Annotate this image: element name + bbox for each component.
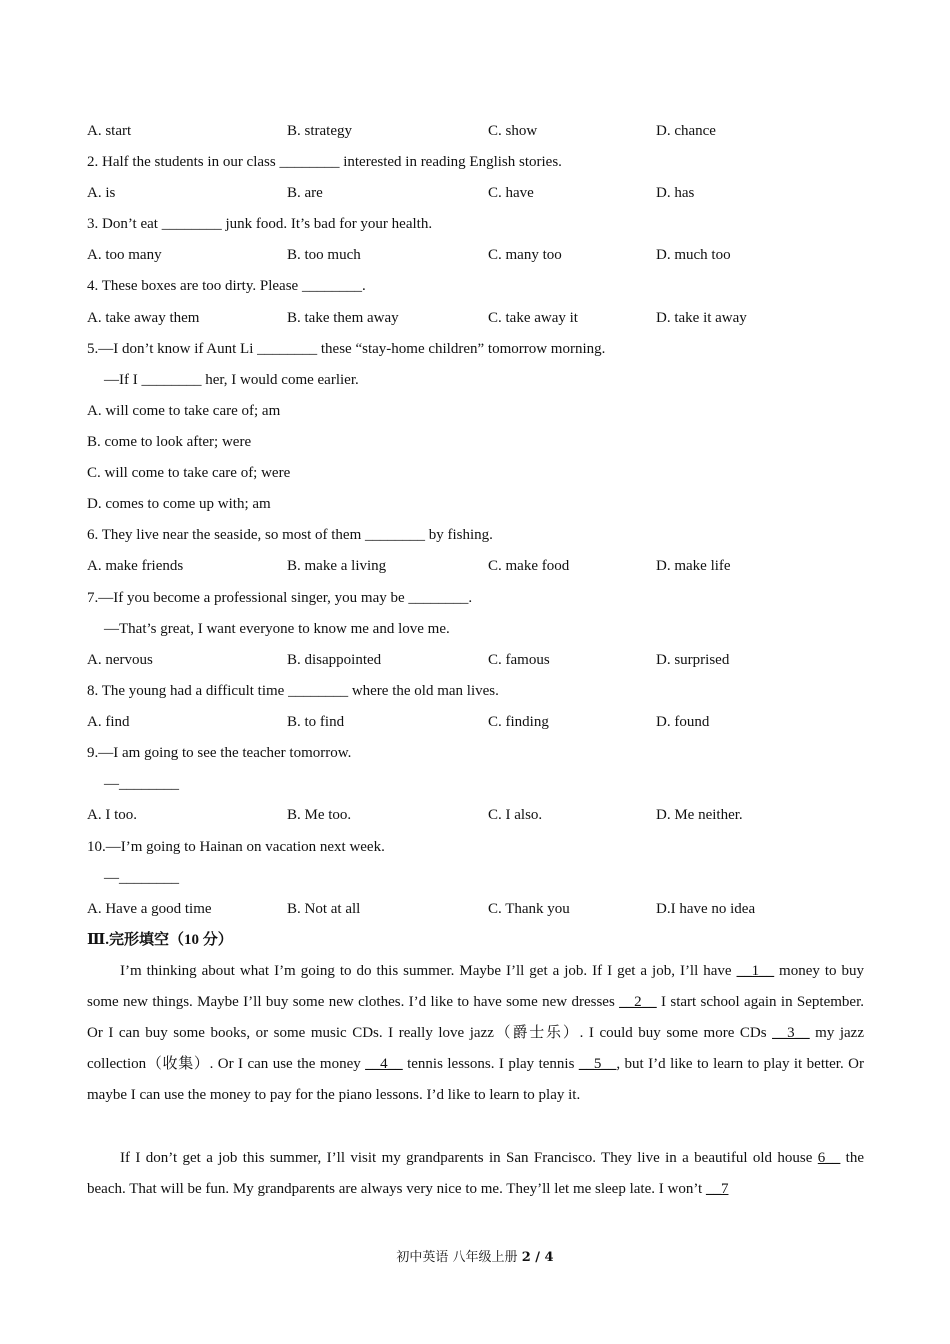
q5-option-a: A. will come to take care of; am xyxy=(87,403,281,419)
q4-options xyxy=(87,308,867,328)
q5-option-b: B. come to look after; were xyxy=(87,434,252,450)
q9-option-a: A. I too. xyxy=(87,807,137,823)
q7-option-c: C. famous xyxy=(488,652,550,668)
q6-option-b: B. make a living xyxy=(287,558,387,574)
q1-options xyxy=(87,121,867,141)
blank-4: __4__ xyxy=(365,1056,403,1072)
q4-option-b: B. take them away xyxy=(287,310,399,326)
q7-options xyxy=(87,650,867,670)
passage-text: , but I’d like to learn to play it better. Or maybe I can use the money to pay for the piano lessons. I’d like to learn to play it. xyxy=(87,1056,864,1103)
blank-1: __1__ xyxy=(736,963,775,979)
q3-option-d: D. much too xyxy=(656,247,731,263)
q10-options xyxy=(87,899,867,919)
q9-stem: 9.—I am going to see the teacher tomorrow. xyxy=(87,745,352,761)
q3-option-b: B. too much xyxy=(287,247,361,263)
q10-option-d: D.I have no idea xyxy=(656,901,756,917)
q3-options xyxy=(87,245,867,265)
q4-option-c: C. take away it xyxy=(488,310,578,326)
q9-reply: —________ xyxy=(104,776,179,792)
q6-stem: 6. They live near the seaside, so most of them ________ by fishing. xyxy=(87,527,493,543)
q10-reply: —________ xyxy=(104,870,179,886)
q9-option-c: C. I also. xyxy=(488,807,543,823)
q7-option-d: D. surprised xyxy=(656,652,730,668)
q5-option-d: D. comes to come up with; am xyxy=(87,496,271,512)
q4-option-a: A. take away them xyxy=(87,310,200,326)
q8-option-c: C. finding xyxy=(488,714,549,730)
q6-option-c: C. make food xyxy=(488,558,570,574)
blank-3: __3__ xyxy=(772,1025,810,1041)
q8-stem: 8. The young had a difficult time ________ where the old man lives. xyxy=(87,683,499,699)
q10-stem: 10.—I’m going to Hainan on vacation next week. xyxy=(87,839,385,855)
q1-option-c: C. show xyxy=(488,123,538,139)
q10-option-c: C. Thank you xyxy=(488,901,570,917)
section-heading: Ⅲ.完形填空（10 分） xyxy=(87,932,233,948)
q3-option-a: A. too many xyxy=(87,247,162,263)
passage-text: tennis lessons. I play tennis xyxy=(402,1056,579,1072)
q10-option-b: B. Not at all xyxy=(287,901,361,917)
footer-subject: 初中英语 八年级上册 xyxy=(396,1250,522,1265)
passage-text: the beach. That will be fun. My grandparents are always very nice to me. They’ll let me sleep late. I won’t xyxy=(87,1150,864,1197)
q1-option-d: D. chance xyxy=(656,123,716,139)
q6-options xyxy=(87,556,867,576)
q9-options xyxy=(87,805,867,825)
q2-options xyxy=(87,183,867,203)
passage-paragraph-1 xyxy=(87,956,864,1111)
passage-text: money to buy some new things. Maybe I’ll buy some new clothes. I’d like to have some new dresses xyxy=(87,963,864,1010)
q2-option-a: A. is xyxy=(87,185,116,201)
q8-option-a: A. find xyxy=(87,714,130,730)
q1-option-a: A. start xyxy=(87,123,132,139)
q4-option-d: D. take it away xyxy=(656,310,747,326)
q5-reply: —If I ________ her, I would come earlier. xyxy=(104,372,359,388)
q7-option-a: A. nervous xyxy=(87,652,153,668)
passage-text: my jazz collection（收集）. Or I can use the money xyxy=(87,1025,864,1072)
q2-option-d: D. has xyxy=(656,185,695,201)
q8-options xyxy=(87,712,867,732)
q4-stem: 4. These boxes are too dirty. Please ________. xyxy=(87,278,366,294)
q3-option-c: C. many too xyxy=(488,247,562,263)
q8-option-d: D. found xyxy=(656,714,710,730)
page-footer xyxy=(0,1246,950,1265)
q7-stem: 7.—If you become a professional singer, you may be ________. xyxy=(87,590,473,606)
passage-text: I start school again in September. Or I can buy some books, or some music CDs. I really love jazz（爵士乐）. I could buy some more CDs xyxy=(87,994,864,1041)
q7-reply: —That’s great, I want everyone to know me and love me. xyxy=(104,621,450,637)
q5-option-c: C. will come to take care of; were xyxy=(87,465,291,481)
q2-option-b: B. are xyxy=(287,185,323,201)
passage-text: I’m thinking about what I’m going to do this summer. Maybe I’ll get a job. If I get a job, I’ll have xyxy=(120,963,737,979)
passage-paragraph-2 xyxy=(87,1143,864,1205)
q8-option-b: B. to find xyxy=(287,714,345,730)
q5-stem: 5.—I don’t know if Aunt Li ________ these “stay-home children” tomorrow morning. xyxy=(87,341,606,357)
q9-option-b: B. Me too. xyxy=(287,807,352,823)
blank-2: __2__ xyxy=(619,994,657,1010)
passage-text: If I don’t get a job this summer, I’ll visit my grandparents in San Francisco. They live in a beautiful old house xyxy=(120,1150,818,1166)
q9-option-d: D. Me neither. xyxy=(656,807,743,823)
q2-option-c: C. have xyxy=(488,185,534,201)
page-number: 2 / 4 xyxy=(521,1250,554,1265)
q1-option-b: B. strategy xyxy=(287,123,352,139)
q3-stem: 3. Don’t eat ________ junk food. It’s bad for your health. xyxy=(87,216,433,232)
q10-option-a: A. Have a good time xyxy=(87,901,212,917)
blank-6: 6__ xyxy=(817,1150,841,1166)
blank-7: __7 xyxy=(705,1181,729,1197)
blank-5: __5__ xyxy=(578,1056,617,1072)
q6-option-d: D. make life xyxy=(656,558,731,574)
q6-option-a: A. make friends xyxy=(87,558,184,574)
q7-option-b: B. disappointed xyxy=(287,652,382,668)
q2-stem: 2. Half the students in our class ________ interested in reading English stories. xyxy=(87,154,562,170)
